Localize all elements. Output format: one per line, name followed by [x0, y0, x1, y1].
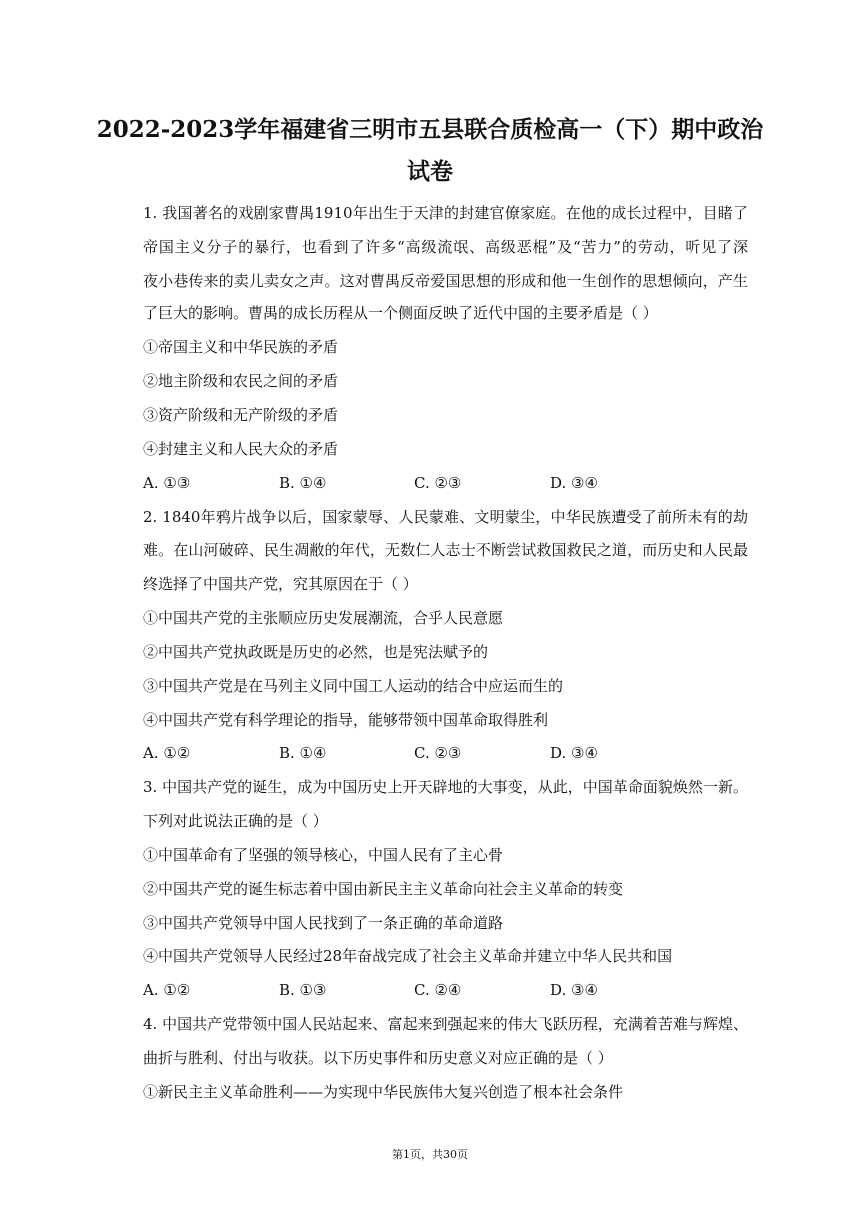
- question-2-option-a[interactable]: A. ①②: [143, 744, 191, 762]
- question-3-item: ②中国共产党的诞生标志着中国由新民主主义革命向社会主义革命的转变: [143, 880, 624, 898]
- question-2-stem-line: 2. 1840年鸦片战争以后，国家蒙辱、人民蒙难、文明蒙尘，中华民族遭受了前所未有的劫: [143, 508, 748, 526]
- question-1-item: ③资产阶级和无产阶级的矛盾: [143, 406, 339, 424]
- question-1-item: ②地主阶级和农民之间的矛盾: [143, 372, 339, 390]
- question-4-stem-line: 4. 中国共产党带领中国人民站起来、富起来到强起来的伟大飞跃历程，充满着苦难与辉煌、: [143, 1015, 748, 1033]
- question-1-stem-line: 帝国主义分子的暴行，也看到了许多“高级流氓、高级恶棍”及“苦力”的劳动，听见了深: [143, 238, 748, 256]
- question-3-item: ④中国共产党领导人民经过28年奋战完成了社会主义革命并建立中华人民共和国: [143, 947, 673, 965]
- question-2-stem-line: 终选择了中国共产党，究其原因在于（ ）: [143, 575, 418, 593]
- question-2-item: ③中国共产党是在马列主义同中国工人运动的结合中应运而生的: [143, 677, 564, 695]
- question-1-option-c[interactable]: C. ②③: [414, 474, 462, 492]
- question-2-item: ④中国共产党有科学理论的指导，能够带领中国革命取得胜利: [143, 711, 549, 729]
- question-1-stem-line: 了巨大的影响。曹禺的成长历程从一个侧面反映了近代中国的主要矛盾是（ ）: [143, 304, 658, 322]
- question-3-option-b[interactable]: B. ①③: [279, 981, 327, 999]
- question-3-option-a[interactable]: A. ①②: [143, 981, 191, 999]
- question-2-option-c[interactable]: C. ②③: [414, 744, 462, 762]
- question-2-option-d[interactable]: D. ③④: [550, 744, 598, 762]
- page-footer: 第1页，共30页: [392, 1148, 468, 1161]
- question-1-stem-line: 夜小巷传来的卖儿卖女之声。这对曹禺反帝爱国思想的形成和他一生创作的思想倾向，产生: [143, 272, 748, 290]
- question-1-option-d[interactable]: D. ③④: [550, 474, 598, 492]
- question-3-item: ①中国革命有了坚强的领导核心，中国人民有了主心骨: [143, 846, 504, 864]
- question-3-item: ③中国共产党领导中国人民找到了一条正确的革命道路: [143, 914, 504, 932]
- document-title: [70, 109, 790, 193]
- question-1-item: ④封建主义和人民大众的矛盾: [143, 440, 339, 458]
- question-4-item: ①新民主主义革命胜利——为实现中华民族伟大复兴创造了根本社会条件: [143, 1083, 624, 1101]
- question-2-option-b[interactable]: B. ①④: [279, 744, 327, 762]
- question-3-stem-line: 3. 中国共产党的诞生，成为中国历史上开天辟地的大事变，从此，中国革命面貌焕然一新。: [143, 778, 748, 796]
- question-2-item: ①中国共产党的主张顺应历史发展潮流，合乎人民意愿: [143, 609, 504, 627]
- question-2-item: ②中国共产党执政既是历史的必然，也是宪法赋予的: [143, 643, 489, 661]
- question-1-option-b[interactable]: B. ①④: [279, 474, 327, 492]
- question-1-item: ①帝国主义和中华民族的矛盾: [143, 338, 339, 356]
- question-3-option-c[interactable]: C. ②④: [414, 981, 462, 999]
- question-2-stem-line: 难。在山河破碎、民生凋敝的年代，无数仁人志士不断尝试救国救民之道，而历史和人民最: [143, 541, 748, 559]
- question-4-stem-line: 曲折与胜利、付出与收获。以下历史事件和历史意义对应正确的是（ ）: [143, 1049, 613, 1067]
- question-1-option-a[interactable]: A. ①③: [143, 474, 191, 492]
- title-line-1: 2022-2023学年福建省三明市五县联合质检高一（下）期中政治: [96, 116, 764, 143]
- question-3-stem-line: 下列对此说法正确的是（ ）: [143, 812, 328, 830]
- question-1-stem-line: 1. 我国著名的戏剧家曹禺1910年出生于天津的封建官僚家庭。在他的成长过程中，目睹了: [143, 204, 748, 222]
- question-3-option-d[interactable]: D. ③④: [550, 981, 598, 999]
- title-line-2: 试卷: [407, 158, 453, 185]
